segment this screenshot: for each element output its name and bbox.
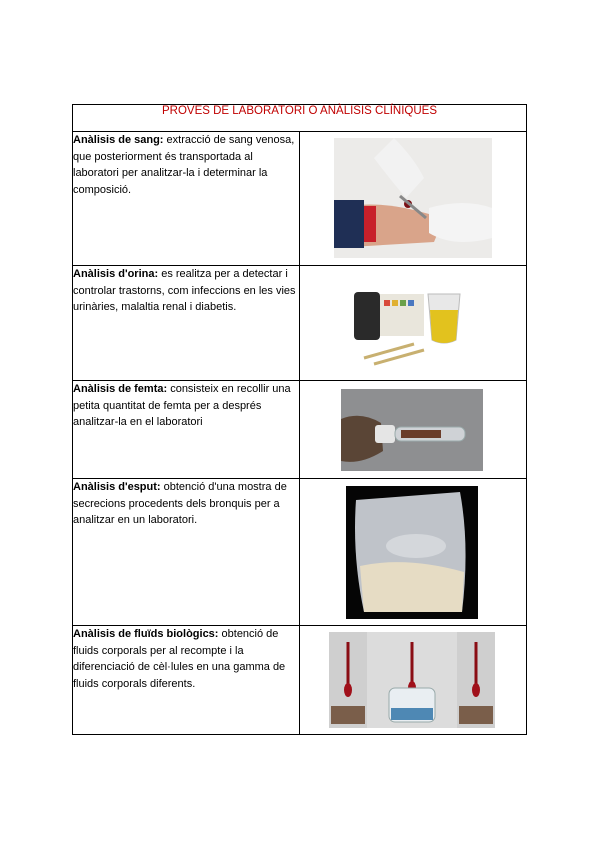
row-description: consisteix en recollir una petita quantitat de femta per a després analitzar-la en el laboratori (73, 383, 291, 428)
row-term: Anàlisis de femta: (73, 383, 168, 395)
table-row (73, 479, 527, 626)
row-image-cell (300, 132, 527, 266)
urine-test-photo (344, 274, 474, 374)
row-description: es realitza per a detectar i controlar trastorns, com infeccions en les vies urinàries, malaltia renal i diabetis. (73, 268, 296, 313)
row-description: obtenció d'una mostra de secrecions procedents dels bronquis per a analitzar en un laboratori. (73, 481, 287, 526)
row-text (73, 132, 300, 266)
row-image-cell (300, 479, 527, 626)
row-term: Anàlisis de fluïds biològics: (73, 628, 219, 640)
lab-tests-table (72, 104, 527, 735)
body-fluids-photo (329, 632, 495, 728)
table-row (73, 626, 527, 735)
table-row (73, 381, 527, 479)
table-row (73, 132, 527, 266)
row-text (73, 266, 300, 381)
row-term: Anàlisis d'esput: (73, 481, 161, 493)
row-image-cell (300, 266, 527, 381)
row-image-cell (300, 626, 527, 735)
row-description: extracció de sang venosa, que posteriorment és transportada al laboratori per analitzar-la i determinar la composició. (73, 134, 295, 196)
stool-sample-photo (341, 389, 483, 471)
row-image-cell (300, 381, 527, 479)
row-description: obtenció de fluids corporals per al recompte i la diferenciació de cèl·lules en una gamma de fluids corporals diferents. (73, 628, 286, 690)
blood-draw-photo (334, 138, 492, 258)
table-row (73, 266, 527, 381)
sputum-sample-photo (346, 486, 478, 619)
row-text (73, 626, 300, 735)
row-text (73, 381, 300, 479)
row-text (73, 479, 300, 626)
row-term: Anàlisis de sang: (73, 134, 164, 146)
table-title: PROVES DE LABORATORI O ANÀLISIS CLÍNIQUES (73, 105, 527, 132)
row-term: Anàlisis d'orina: (73, 268, 159, 280)
